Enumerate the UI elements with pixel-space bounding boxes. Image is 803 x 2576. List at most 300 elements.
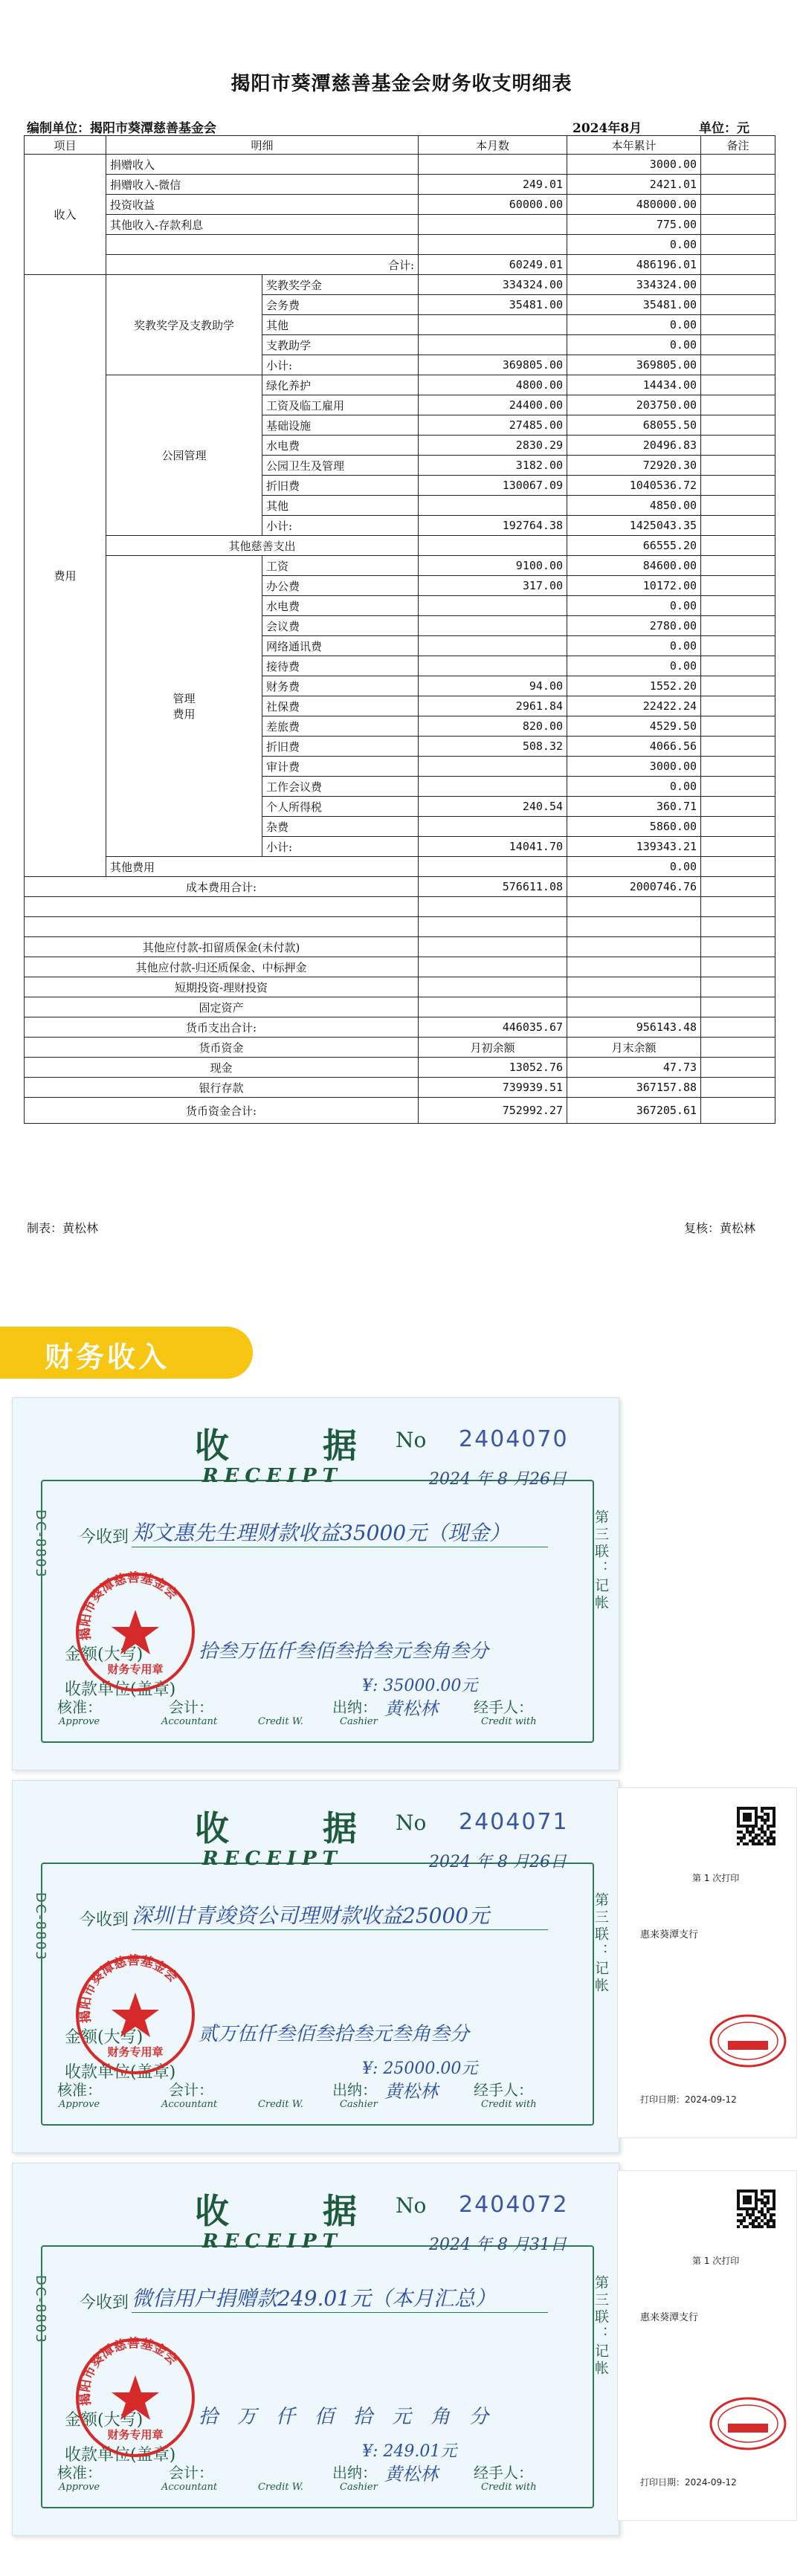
approver-en: Approve — [59, 1716, 100, 1727]
approver-label: 核准： — [57, 2081, 102, 2099]
remark-cell — [701, 1058, 775, 1078]
expense-month — [419, 596, 567, 616]
expense-month: 14041.70 — [419, 837, 567, 857]
other-expense-ytd: 0.00 — [567, 857, 701, 877]
remark-cell — [701, 295, 775, 315]
remark-cell — [701, 977, 775, 997]
blank-cell — [419, 977, 567, 997]
receipt-title: 收 据 — [195, 1425, 387, 1466]
cashier-en: Cashier — [340, 2099, 378, 2110]
receipt-copy-note: 第三联：记帐 — [593, 2275, 609, 2378]
expense-item: 折旧费 — [262, 476, 419, 496]
income-ytd: 775.00 — [567, 215, 701, 235]
expense-ytd: 0.00 — [567, 777, 701, 797]
header-ytd: 本年累计 — [567, 136, 701, 155]
remark-cell — [701, 656, 775, 676]
remark-cell — [701, 395, 775, 415]
table-maker: 制表：黄松林 — [27, 1221, 99, 1235]
table-row — [25, 977, 775, 997]
table-row — [25, 275, 775, 295]
funds-head-ytd: 月末余额 — [567, 1038, 701, 1058]
expense-item: 工资及临工雇用 — [262, 395, 419, 415]
remark-cell — [701, 415, 775, 436]
receipt — [12, 2163, 619, 2536]
cash-out-label: 货币支出合计: — [25, 1017, 419, 1038]
receipt-side-code: DC-8803 — [33, 2275, 48, 2344]
cash-month: 13052.76 — [419, 1058, 567, 1078]
expense-ytd: 72920.30 — [567, 456, 701, 476]
funds-head-label: 货币资金 — [25, 1038, 419, 1058]
svg-text:财务专用章: 财务专用章 — [107, 2045, 164, 2059]
cashier-en: Cashier — [340, 1716, 378, 1727]
bank-seal-stamp — [707, 2394, 789, 2453]
expense-item: 会议费 — [262, 616, 419, 636]
funds-total-month: 752992.27 — [419, 1098, 567, 1124]
print-date: 打印日期：2024-09-12 — [640, 2477, 737, 2488]
bank-slip — [617, 2170, 797, 2521]
bank-branch: 惠来葵潭支行 — [640, 2312, 699, 2323]
income-section-banner — [0, 1327, 253, 1379]
finance-table — [24, 135, 775, 1124]
report-title: 揭阳市葵潭慈善基金会财务收支明细表 — [230, 73, 573, 95]
expense-item: 审计费 — [262, 757, 419, 777]
remark-cell — [701, 696, 775, 716]
expense-item: 公园卫生及管理 — [262, 456, 419, 476]
expense-ytd: 22422.24 — [567, 696, 701, 716]
income-ytd: 2421.01 — [567, 175, 701, 195]
print-count: 第 1 次打印 — [692, 2256, 740, 2266]
accountant-label: 会计： — [169, 2464, 213, 2482]
star-icon — [112, 1993, 159, 2037]
receipt-english-title: RECEIPT — [202, 1465, 343, 1487]
table-row — [25, 255, 775, 275]
banner-title: 财务收入 — [45, 1341, 170, 1373]
remark-cell — [701, 576, 775, 596]
remark-cell — [701, 476, 775, 496]
blank-cell — [419, 997, 567, 1017]
red-seal-stamp — [72, 2334, 199, 2461]
expense-item: 工作会议费 — [262, 777, 419, 797]
expense-ytd: 0.00 — [567, 335, 701, 355]
receipt — [12, 1397, 619, 1770]
table-checker: 复核：黄松林 — [684, 1221, 756, 1235]
expense-month: 508.32 — [419, 737, 567, 757]
expense-ytd: 2780.00 — [567, 616, 701, 636]
expense-month: 192764.38 — [419, 516, 567, 536]
received-from-text: 深圳甘青竣资公司理财款收益25000元 — [132, 1900, 548, 1930]
expense-ytd: 334324.00 — [567, 275, 701, 295]
remark-cell — [701, 355, 775, 375]
remark-cell — [701, 957, 775, 977]
remark-cell — [701, 917, 775, 937]
income-item — [106, 235, 419, 255]
expense-item: 办公费 — [262, 576, 419, 596]
remark-cell — [701, 335, 775, 355]
print-date: 打印日期：2024-09-12 — [640, 2094, 737, 2105]
expense-item: 基础设施 — [262, 415, 419, 436]
amount-figures: ¥: 249.01元 — [362, 2442, 457, 2461]
bank-label: 银行存款 — [25, 1078, 419, 1098]
svg-text:财务专用章: 财务专用章 — [107, 1663, 164, 1676]
blank-cell — [567, 957, 701, 977]
expense-item: 其他 — [262, 496, 419, 516]
compiling-unit: 编制单位：揭阳市葵潭慈善基金会 — [27, 121, 216, 136]
blank-cell — [25, 897, 419, 917]
expense-item: 支教助学 — [262, 335, 419, 355]
income-item: 其他收入-存款利息 — [106, 215, 419, 235]
remark-cell — [701, 837, 775, 857]
header-month: 本月数 — [419, 136, 567, 155]
approver-label: 核准： — [57, 1698, 102, 1716]
cash-out-ytd: 956143.48 — [567, 1017, 701, 1038]
table-row — [25, 997, 775, 1017]
bank-branch: 惠来葵潭支行 — [640, 1929, 699, 1941]
income-ytd: 0.00 — [567, 235, 701, 255]
drawer-signature: 黄松林 — [384, 2081, 438, 2102]
remark-cell — [701, 877, 775, 897]
expense-item: 网络通讯费 — [262, 636, 419, 656]
blank-cell — [419, 937, 567, 957]
bank-month: 739939.51 — [419, 1078, 567, 1098]
table-row — [25, 957, 775, 977]
receipt-side-code: DC-8803 — [33, 1892, 48, 1961]
remark-cell — [701, 275, 775, 295]
cash-ytd: 47.73 — [567, 1058, 701, 1078]
expense-ytd: 0.00 — [567, 656, 701, 676]
remark-cell — [701, 1098, 775, 1124]
cost-total-month: 576611.08 — [419, 877, 567, 897]
payee-label: 收款单位(盖章) — [65, 2446, 176, 2465]
accountant-en: Accountant — [161, 2482, 218, 2493]
expense-item: 绿化养护 — [262, 375, 419, 395]
report-period: 2024年8月 — [573, 121, 642, 136]
income-month: 249.01 — [419, 175, 567, 195]
payee-label: 收款单位(盖章) — [65, 1680, 176, 1699]
expense-ytd: 1040536.72 — [567, 476, 701, 496]
income-ytd: 3000.00 — [567, 155, 701, 175]
expense-month: 4800.00 — [419, 375, 567, 395]
expense-month: 317.00 — [419, 576, 567, 596]
qr-code-icon — [737, 1807, 775, 1845]
expense-month: 2830.29 — [419, 436, 567, 456]
table-row — [25, 175, 775, 195]
cost-total-ytd: 2000746.76 — [567, 877, 701, 897]
expense-month: 94.00 — [419, 676, 567, 696]
remark-cell — [701, 716, 775, 737]
remark-cell — [701, 757, 775, 777]
income-month: 60000.00 — [419, 195, 567, 215]
expense-item: 财务费 — [262, 676, 419, 696]
bank-ytd: 367157.88 — [567, 1078, 701, 1098]
expense-ytd: 4066.56 — [567, 737, 701, 757]
receipt-no-label: No — [396, 1428, 427, 1452]
income-label: 收入 — [25, 155, 106, 275]
expense-month: 35481.00 — [419, 295, 567, 315]
expense-month — [419, 757, 567, 777]
table-row — [25, 917, 775, 937]
expense-ytd: 14434.00 — [567, 375, 701, 395]
expense-item: 接待费 — [262, 656, 419, 676]
other-expense-month — [419, 857, 567, 877]
remark-cell — [701, 1017, 775, 1038]
expense-ytd: 0.00 — [567, 315, 701, 335]
handler-label: 经手人： — [474, 2464, 533, 2482]
blank-cell — [567, 977, 701, 997]
income-item: 捐赠收入 — [106, 155, 419, 175]
accountant-label: 会计： — [169, 1698, 213, 1716]
table-row — [25, 877, 775, 897]
table-row — [25, 1017, 775, 1038]
expense-month: 820.00 — [419, 716, 567, 737]
remark-cell — [701, 616, 775, 636]
funds-total-label: 货币资金合计: — [25, 1098, 419, 1124]
expense-ytd: 139343.21 — [567, 837, 701, 857]
remark-cell — [701, 817, 775, 837]
expense-month: 2961.84 — [419, 696, 567, 716]
income-month — [419, 235, 567, 255]
expense-item: 杂费 — [262, 817, 419, 837]
expense-ytd: 360.71 — [567, 797, 701, 817]
bank-slip — [617, 1787, 797, 2138]
expense-month — [419, 496, 567, 516]
accountant-label: 会计： — [169, 2081, 213, 2099]
income-total-ytd: 486196.01 — [567, 255, 701, 275]
receipt-no-label: No — [396, 2193, 427, 2218]
qr-code-icon — [737, 2190, 775, 2228]
received-from-text: 微信用户捐赠款249.01元（本月汇总） — [132, 2282, 548, 2313]
red-seal-stamp — [72, 1569, 199, 1695]
expense-ytd: 4529.50 — [567, 716, 701, 737]
amount-in-words: 贰万伍仟叁佰叁拾叁元叁角叁分 — [199, 2023, 470, 2045]
table-row — [25, 195, 775, 215]
svg-text:揭阳市葵潭慈善基金会: 揭阳市葵潭慈善基金会 — [77, 2336, 181, 2407]
cash-out-month: 446035.67 — [419, 1017, 567, 1038]
remark-cell — [701, 456, 775, 476]
expense-item: 个人所得税 — [262, 797, 419, 817]
remark-cell — [701, 676, 775, 696]
receipt-side-code: DC-8803 — [33, 1509, 48, 1579]
blank-cell — [567, 897, 701, 917]
received-from-text: 郑文惠先生理财款收益35000元（现金） — [132, 1517, 548, 1547]
expense-month — [419, 777, 567, 797]
expense-item: 差旅费 — [262, 716, 419, 737]
expense-ytd: 5860.00 — [567, 817, 701, 837]
print-count: 第 1 次打印 — [692, 1873, 740, 1883]
misc-item: 其他应付款-扣留质保金(未付款) — [25, 937, 419, 957]
handler-en: Credit with — [481, 1716, 537, 1727]
expense-item: 奖教奖学金 — [262, 275, 419, 295]
remark-cell — [701, 516, 775, 536]
svg-text:财务专用章: 财务专用章 — [107, 2428, 164, 2441]
currency-unit: 单位：元 — [699, 121, 749, 136]
amount-in-words: 拾叁万伍仟叁佰叁拾叁元叁角叁分 — [199, 1640, 489, 1663]
expense-item: 折旧费 — [262, 737, 419, 757]
misc-item: 固定资产 — [25, 997, 419, 1017]
amount-label: 金额(大写) — [65, 2411, 143, 2430]
approver-label: 核准： — [57, 2464, 102, 2482]
handler-label: 经手人： — [474, 1698, 533, 1716]
blank-cell — [567, 937, 701, 957]
expense-ytd: 35481.00 — [567, 295, 701, 315]
remark-cell — [701, 937, 775, 957]
receipt-title: 收 据 — [195, 2191, 387, 2231]
remark-cell — [701, 155, 775, 175]
amount-in-words: 拾 万 仟 佰 拾 元 角 分 — [199, 2406, 489, 2428]
expense-item: 工资 — [262, 556, 419, 576]
table-row — [25, 556, 775, 576]
table-row — [25, 857, 775, 877]
receipt-title: 收 据 — [195, 1808, 387, 1848]
remark-cell — [701, 255, 775, 275]
table-row — [25, 155, 775, 175]
table-row — [25, 1098, 775, 1124]
receipt-english-title: RECEIPT — [202, 2230, 343, 2253]
blank-cell — [25, 917, 419, 937]
expense-month: 9100.00 — [419, 556, 567, 576]
other-charity-ytd: 66555.20 — [567, 536, 701, 556]
drawer-label: 出纳： — [332, 1698, 377, 1716]
approver-en: Approve — [59, 2099, 100, 2110]
clerk-en: Credit W. — [258, 1716, 303, 1727]
expense-item: 会务费 — [262, 295, 419, 315]
expense-ytd: 203750.00 — [567, 395, 701, 415]
table-row — [25, 215, 775, 235]
expense-month — [419, 656, 567, 676]
header-project: 项目 — [25, 136, 106, 155]
accountant-en: Accountant — [161, 2099, 218, 2110]
handler-en: Credit with — [481, 2482, 537, 2493]
remark-cell — [701, 536, 775, 556]
park-group-label: 公园管理 — [106, 375, 262, 536]
expense-month — [419, 335, 567, 355]
remark-cell — [701, 496, 775, 516]
star-icon — [112, 1610, 159, 1654]
other-charity-month — [419, 536, 567, 556]
svg-text:揭阳市葵潭慈善基金会: 揭阳市葵潭慈善基金会 — [77, 1570, 181, 1641]
remark-cell — [701, 596, 775, 616]
expense-ytd: 369805.00 — [567, 355, 701, 375]
handler-en: Credit with — [481, 2099, 537, 2110]
receipt-english-title: RECEIPT — [202, 1848, 343, 1870]
mgmt-group-label: 管理 费用 — [106, 556, 262, 857]
expense-month — [419, 315, 567, 335]
expense-month: 334324.00 — [419, 275, 567, 295]
income-item: 捐赠收入-微信 — [106, 175, 419, 195]
remark-cell — [701, 997, 775, 1017]
received-from-label: 今收到 — [80, 1528, 129, 1547]
header-remark: 备注 — [701, 136, 775, 155]
remark-cell — [701, 897, 775, 917]
table-row — [25, 375, 775, 395]
received-from-label: 今收到 — [80, 1911, 129, 1929]
expense-month — [419, 616, 567, 636]
accountant-en: Accountant — [161, 1716, 218, 1727]
expense-month: 130067.09 — [419, 476, 567, 496]
cost-total-label: 成本费用合计: — [25, 877, 419, 897]
expense-item: 水电费 — [262, 436, 419, 456]
expense-item: 小计: — [262, 837, 419, 857]
income-month — [419, 215, 567, 235]
expense-ytd: 0.00 — [567, 636, 701, 656]
remark-cell — [701, 315, 775, 335]
income-total-label: 合计: — [106, 255, 419, 275]
star-icon — [112, 2375, 159, 2420]
misc-item: 其他应付款-归还质保金、中标押金 — [25, 957, 419, 977]
other-expense-label: 其他费用 — [106, 857, 419, 877]
payee-label: 收款单位(盖章) — [65, 2063, 176, 2082]
receipt-date: 2024 年 8 月26日 — [429, 1853, 567, 1871]
receipt-copy-note: 第三联：记帐 — [593, 1892, 609, 1995]
receipt-date: 2024 年 8 月31日 — [429, 2236, 567, 2254]
expense-month: 240.54 — [419, 797, 567, 817]
drawer-signature: 黄松林 — [384, 1698, 438, 1719]
blank-cell — [567, 917, 701, 937]
expense-ytd: 0.00 — [567, 596, 701, 616]
blank-cell — [567, 997, 701, 1017]
award-group-label: 奖教奖学及支教助学 — [106, 275, 262, 375]
income-total-month: 60249.01 — [419, 255, 567, 275]
table-row — [25, 235, 775, 255]
expense-item: 社保费 — [262, 696, 419, 716]
misc-item: 短期投资-理财投资 — [25, 977, 419, 997]
receipt-date: 2024 年 8 月26日 — [429, 1470, 567, 1489]
remark-cell — [701, 1078, 775, 1098]
remark-cell — [701, 556, 775, 576]
bank-seal-stamp — [707, 2011, 789, 2071]
red-seal-stamp — [72, 1952, 199, 2078]
remark-cell — [701, 636, 775, 656]
blank-cell — [419, 957, 567, 977]
funds-total-ytd: 367205.61 — [567, 1098, 701, 1124]
expense-item: 水电费 — [262, 596, 419, 616]
received-from-label: 今收到 — [80, 2294, 129, 2312]
income-item: 投资收益 — [106, 195, 419, 215]
remark-cell — [701, 857, 775, 877]
receipt-copy-note: 第三联：记帐 — [593, 1509, 609, 1612]
remark-cell — [701, 175, 775, 195]
expense-ytd: 1425043.35 — [567, 516, 701, 536]
expense-month — [419, 636, 567, 656]
remark-cell — [701, 235, 775, 255]
table-row — [25, 937, 775, 957]
remark-cell — [701, 215, 775, 235]
expense-item: 小计: — [262, 355, 419, 375]
expense-ytd: 68055.50 — [567, 415, 701, 436]
expense-ytd: 4850.00 — [567, 496, 701, 516]
expense-month: 3182.00 — [419, 456, 567, 476]
expense-ytd: 1552.20 — [567, 676, 701, 696]
expense-item: 小计: — [262, 516, 419, 536]
remark-cell — [701, 777, 775, 797]
clerk-en: Credit W. — [258, 2099, 303, 2110]
expense-item: 其他 — [262, 315, 419, 335]
expense-month: 27485.00 — [419, 415, 567, 436]
receipt — [12, 1780, 619, 2153]
remark-cell — [701, 436, 775, 456]
remark-cell — [701, 195, 775, 215]
table-row — [25, 1058, 775, 1078]
other-charity-label: 其他慈善支出 — [106, 536, 419, 556]
table-row — [25, 536, 775, 556]
blank-cell — [419, 917, 567, 937]
expense-ytd: 20496.83 — [567, 436, 701, 456]
table-row — [25, 897, 775, 917]
cash-label: 现金 — [25, 1058, 419, 1078]
drawer-label: 出纳： — [332, 2464, 377, 2482]
income-month — [419, 155, 567, 175]
header-detail: 明细 — [106, 136, 419, 155]
receipt-number: 2404070 — [459, 1426, 569, 1452]
